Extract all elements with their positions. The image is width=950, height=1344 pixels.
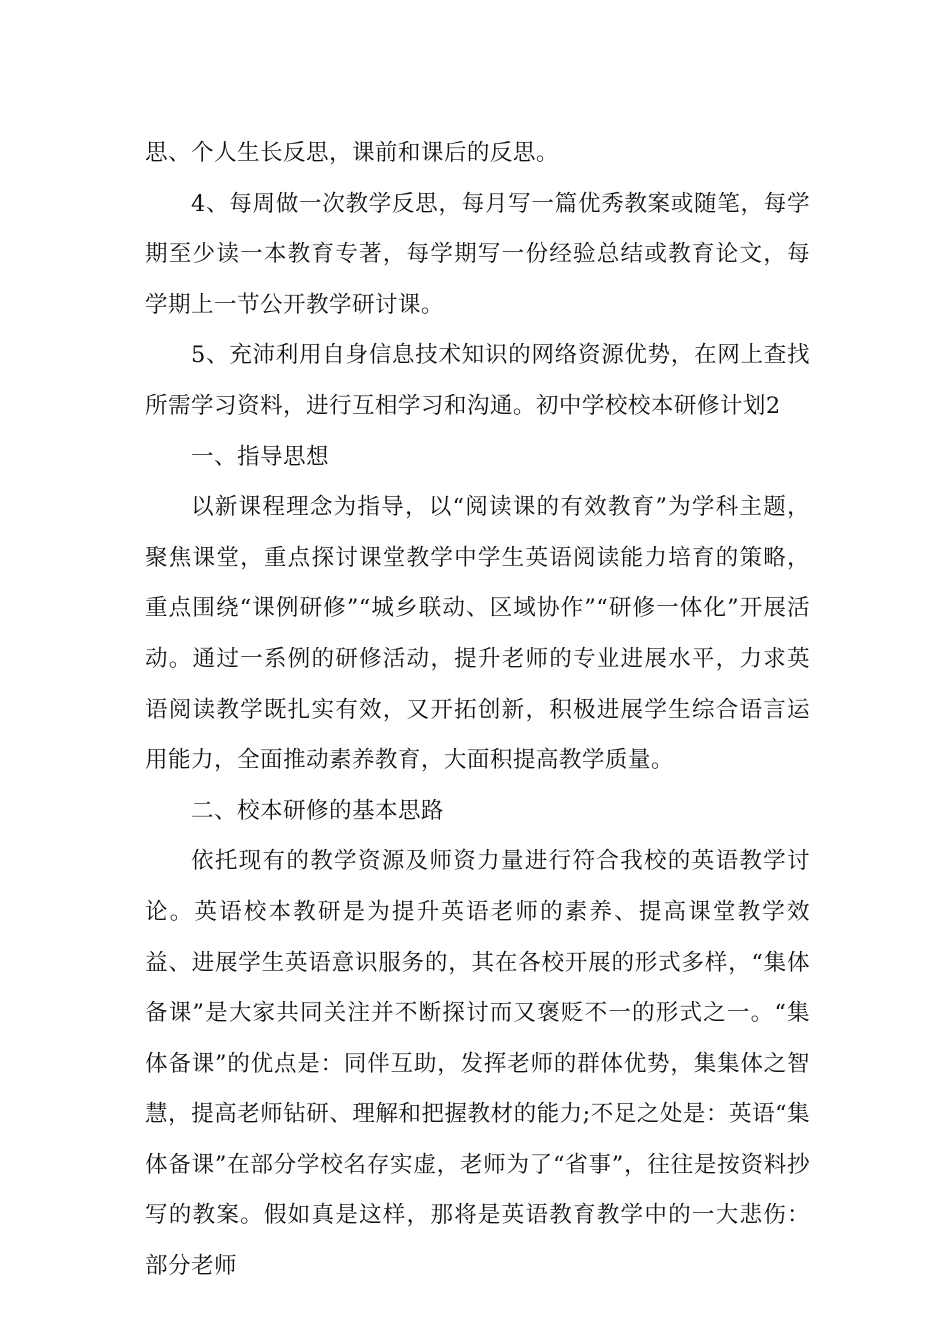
paragraph-continuation: 思、个人生长反思，课前和课后的反思。	[145, 140, 559, 166]
paragraph-item-4: 4、每周做一次教学反思，每月写一篇优秀教案或随笔，每学期至少读一本教育专著，每学期写一份经验总结或教育论文，每学期上一节公开教学研讨课。	[145, 190, 810, 318]
section-heading-guiding-ideology: 一、指导思想	[191, 443, 329, 470]
paragraph-basic-approach: 依托现有的教学资源及师资力量进行符合我校的英语教学讨论。英语校本教研是为提升英语老师的素养、提高课堂教学效益、进展学生英语意识服务的，其在各校开展的形式多样，“集体备课”是大家共同关注并不断探讨而又褒贬不一的形式之一。“集体备课”的优点是：同伴互助，发挥老师的群体优势，集集体之智慧，提高老师钻研、理解和把握教材的能力;不足之处是：英语“集体备课”在部分学校名存实虚，老师为了“省事”，往往是按资料抄写的教案。假如真是这样，那将是英语教育教学中的一大悲伤：部分老师	[145, 848, 810, 1280]
paragraph-item-5: 5、充沛利用自身信息技术知识的网络资源优势，在网上查找所需学习资料，进行互相学习和沟通。初中学校校本研修计划2	[145, 342, 810, 419]
section-heading-basic-approach: 二、校本研修的基本思路	[191, 797, 444, 824]
paragraph-guiding-ideology: 以新课程理念为指导，以“阅读课的有效教育”为学科主题，聚焦课堂，重点探讨课堂教学中学生英语阅读能力培育的策略，重点围绕“课例研修”“城乡联动、区域协作”“研修一体化”开展活动。通过一系例的研修活动，提升老师的专业进展水平，力求英语阅读教学既扎实有效，又开拓创新，积极进展学生综合语言运用能力，全面推动素养教育，大面积提高教学质量。	[145, 494, 810, 774]
document-body	[145, 128, 810, 1292]
